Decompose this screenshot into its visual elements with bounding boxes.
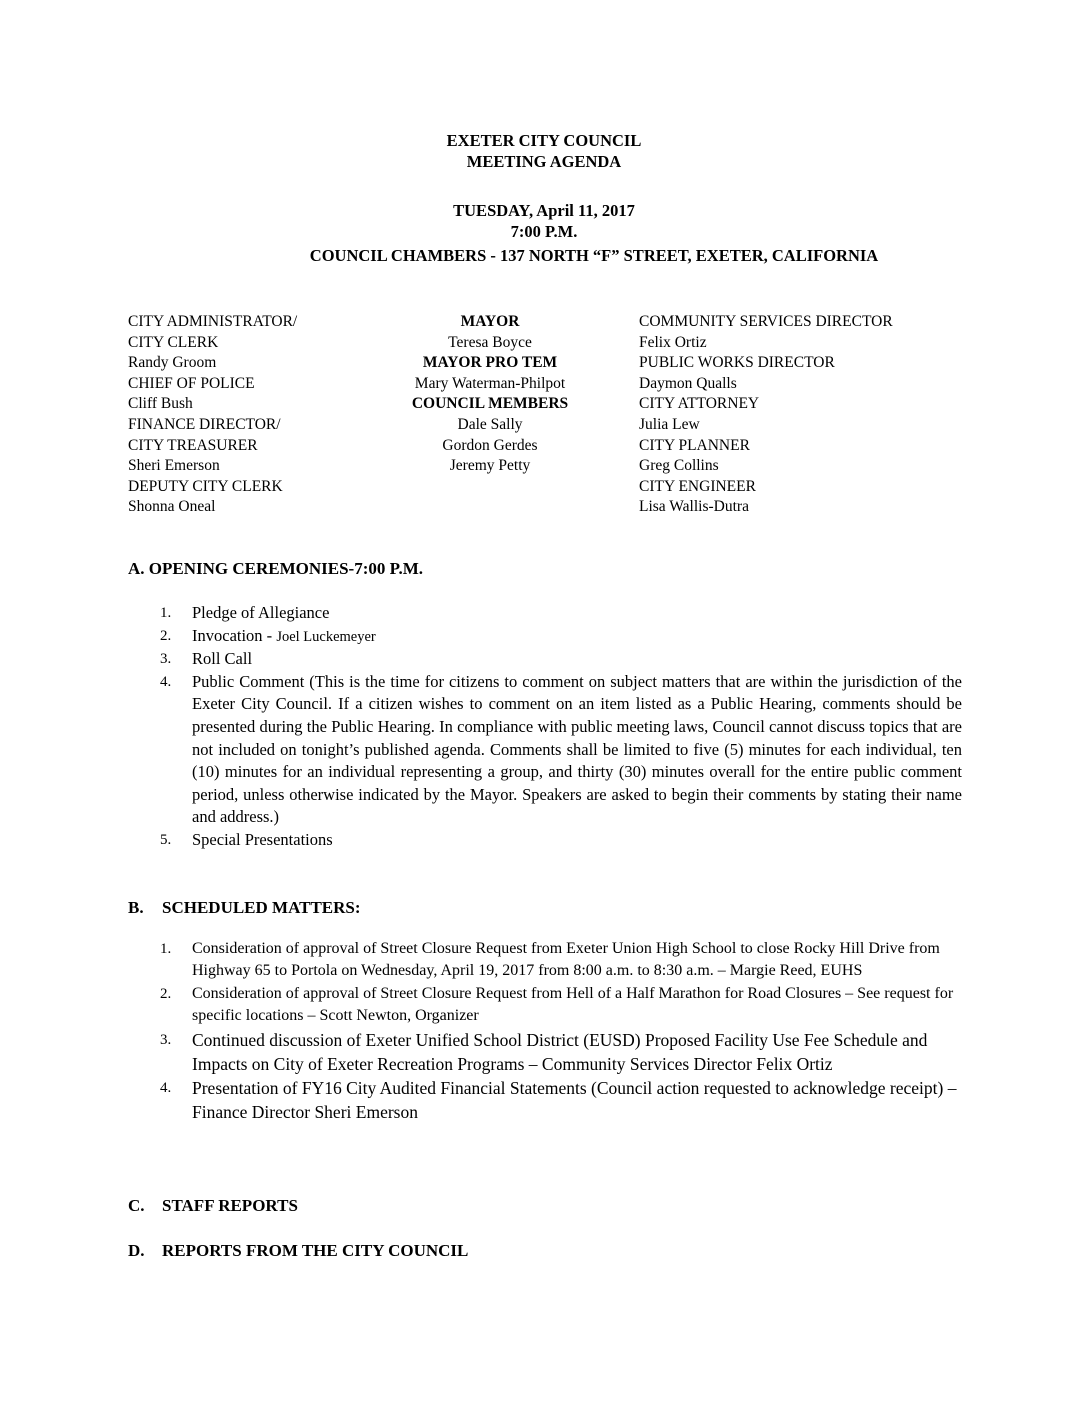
- section-letter: A.: [128, 559, 145, 578]
- agenda-heading: MEETING AGENDA: [466, 152, 622, 171]
- item-number: 2.: [160, 627, 172, 644]
- item-text: Special Presentations: [192, 829, 333, 849]
- item-number: 4.: [160, 1079, 172, 1096]
- meeting-time: 7:00 P.M.: [510, 222, 578, 241]
- invocation-speaker: Joel Luckemeyer: [276, 628, 376, 645]
- section-letter: C.: [128, 1196, 145, 1215]
- council-members-title: COUNCIL MEMBERS: [411, 395, 569, 413]
- agenda-item: [160, 1028, 962, 1076]
- agenda-item: [160, 938, 962, 983]
- mayor-pro-tem-title: MAYOR PRO TEM: [422, 354, 558, 372]
- item-text: Consideration of approval of Street Closure Request from Exeter Union High School to close Rocky Hill Drive from Highway 65 to Portola on Wednesday, April 19, 2017 from 8:00 a.m. to 8:30 a.m. – Margie Reed, EUHS: [192, 940, 940, 980]
- section-title: REPORTS FROM THE CITY COUNCIL: [162, 1241, 469, 1260]
- meeting-datetime: [0, 200, 1088, 242]
- opening-ceremonies-list: [160, 602, 962, 852]
- official-line: CITY CLERK: [128, 333, 219, 351]
- section-letter: B.: [128, 898, 144, 917]
- official-line: CITY PLANNER: [639, 436, 750, 454]
- mayor-title: MAYOR: [460, 313, 520, 330]
- section-title: STAFF REPORTS: [162, 1196, 298, 1215]
- section-title: OPENING CEREMONIES-7:00 P.M.: [148, 559, 423, 578]
- council-member-name: Gordon Gerdes: [442, 436, 538, 454]
- official-line: Shonna Oneal: [128, 498, 216, 516]
- official-line: Daymon Qualls: [639, 374, 737, 392]
- mayor-pro-tem-name: Mary Waterman-Philpot: [414, 374, 566, 392]
- item-text: Invocation -: [192, 625, 277, 645]
- agenda-title: [0, 130, 1088, 172]
- section-c-heading: [128, 1195, 298, 1217]
- official-line: CITY ENGINEER: [639, 477, 756, 495]
- officials-left-column: [128, 312, 297, 518]
- official-line: CHIEF OF POLICE: [128, 374, 255, 392]
- official-line: Cliff Bush: [128, 395, 193, 413]
- item-number: 3.: [160, 651, 172, 668]
- agenda-item: [160, 648, 962, 671]
- item-number: 1.: [160, 605, 172, 621]
- council-name: EXETER CITY COUNCIL: [446, 131, 642, 150]
- official-line: FINANCE DIRECTOR/: [128, 415, 281, 433]
- item-text: Roll Call: [192, 649, 253, 669]
- agenda-item: [160, 983, 962, 1028]
- meeting-date: TUESDAY, April 11, 2017: [453, 201, 635, 220]
- item-text: Presentation of FY16 City Audited Financial Statements (Council action requested to acknowledge receipt) – Finance Director Sheri Emerson: [192, 1077, 957, 1122]
- agenda-item: [160, 602, 962, 625]
- section-title: SCHEDULED MATTERS:: [162, 898, 361, 917]
- agenda-item: [160, 1076, 962, 1124]
- council-member-name: Dale Sally: [457, 415, 523, 433]
- official-line: Lisa Wallis-Dutra: [639, 498, 749, 516]
- agenda-item: [160, 671, 962, 829]
- scheduled-matters-list: [160, 938, 962, 1124]
- official-line: Felix Ortiz: [639, 333, 707, 351]
- item-text: Pledge of Allegiance: [192, 603, 330, 622]
- item-number: 3.: [160, 1031, 172, 1048]
- officials-right-column: [639, 312, 893, 518]
- item-number: 4.: [160, 673, 172, 690]
- officials-center-column: [370, 312, 610, 477]
- item-number: 5.: [160, 831, 172, 848]
- official-line: CITY ATTORNEY: [639, 395, 760, 413]
- official-line: Randy Groom: [128, 354, 217, 372]
- item-text: Continued discussion of Exeter Unified School District (EUSD) Proposed Facility Use Fee Schedule and Impacts on City of Exeter Recreation Programs – Community Services Director Felix Ortiz: [192, 1029, 928, 1074]
- section-b-heading: [128, 897, 361, 919]
- official-line: COMMUNITY SERVICES DIRECTOR: [639, 313, 893, 330]
- section-a-heading: [128, 558, 423, 580]
- official-line: PUBLIC WORKS DIRECTOR: [639, 354, 835, 372]
- meeting-location: COUNCIL CHAMBERS - 137 NORTH “F” STREET, EXETER, CALIFORNIA: [309, 246, 879, 265]
- section-letter: D.: [128, 1241, 145, 1260]
- section-d-heading: [128, 1240, 468, 1262]
- council-member-name: Jeremy Petty: [449, 457, 531, 475]
- official-line: Greg Collins: [639, 457, 719, 475]
- item-number: 2.: [160, 985, 172, 1002]
- agenda-item: [160, 625, 962, 649]
- official-line: CITY ADMINISTRATOR/: [128, 313, 298, 330]
- agenda-item: [160, 829, 962, 852]
- official-line: Sheri Emerson: [128, 457, 220, 475]
- item-text: Consideration of approval of Street Closure Request from Hell of a Half Marathon for Road Closures – See request for specific locations – Scott Newton, Organizer: [192, 984, 954, 1025]
- mayor-name: Teresa Boyce: [448, 333, 532, 351]
- official-line: DEPUTY CITY CLERK: [128, 477, 283, 495]
- official-line: CITY TREASURER: [128, 436, 258, 454]
- item-text: Public Comment (This is the time for citizens to comment on subject matters that are within the jurisdiction of the Exeter City Council. If a citizen wishes to comment on an item listed as a Public Hearing, comments should be presented during the Public Hearing. In compliance with public meeting laws, Council cannot discuss topics that are not included on tonight’s published agenda. Comments shall be limited to five (5) minutes for each individual, ten (10) minutes for an individual representing a group, and thirty (30) minutes overall for the entire public comment period, unless otherwise indicated by the Mayor. Speakers are asked to begin their comments by stating their name and address.): [192, 671, 962, 827]
- official-line: Julia Lew: [639, 415, 700, 433]
- item-number: 1.: [160, 941, 172, 957]
